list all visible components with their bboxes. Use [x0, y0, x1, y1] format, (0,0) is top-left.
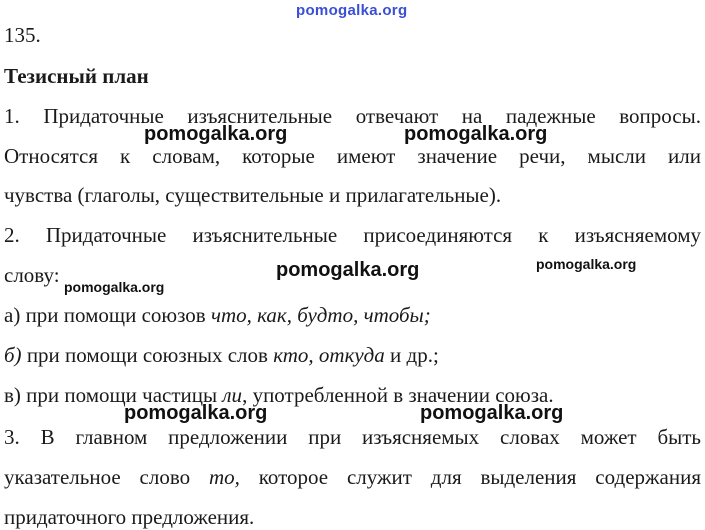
- watermark: pomogalka.org: [536, 256, 637, 272]
- list-item-b-suffix: и др.;: [384, 343, 439, 367]
- paragraph-3-line-2-word: то,: [208, 465, 240, 489]
- watermark: pomogalka.org: [420, 402, 564, 424]
- watermark: pomogalka.org: [64, 279, 165, 295]
- list-item-a-text: а) при помощи союзов: [4, 303, 211, 327]
- list-item-v-particle: ли: [222, 383, 243, 407]
- list-item-b: [4, 342, 701, 368]
- paragraph-2-line-1: 2. Придаточные изъяснительные присоединяются к изъясняемому: [4, 223, 701, 247]
- list-item-a-conjunctions: что, как, будто, чтобы;: [210, 303, 431, 327]
- paragraph-1-line-2: Относятся к словам, которые имеют значение речи, мысли или: [4, 144, 701, 168]
- paragraph-1-line-1: 1. Придаточные изъяснительные отвечают на падежные вопросы.: [4, 104, 701, 128]
- page-title: Тезисный план: [4, 64, 149, 88]
- paragraph-3-line-2-text: указательное слово: [4, 465, 209, 489]
- header-watermark: pomogalka.org: [296, 2, 408, 19]
- list-item-v: [4, 382, 701, 408]
- paragraph-3-line-3: придаточного предложения.: [4, 505, 255, 529]
- paragraph-3-line-2-suffix: которое служит для выделения содержания: [239, 465, 701, 489]
- list-item-v-text: в) при помощи частицы: [4, 383, 223, 407]
- list-item-a: [4, 302, 701, 328]
- list-item-b-marker: б): [4, 343, 22, 367]
- list-item-v-suffix: , употребленной в значении союза.: [242, 383, 554, 407]
- watermark: pomogalka.org: [144, 123, 288, 145]
- paragraph-1-line-3: чувства (глаголы, существительные и прилагательные).: [4, 183, 502, 207]
- watermark: pomogalka.org: [404, 123, 548, 145]
- paragraph-3-line-2: [4, 464, 701, 490]
- watermark: pomogalka.org: [276, 259, 420, 281]
- paragraph-3-line-1: 3. В главном предложении при изъясняемых словах может быть: [4, 425, 701, 449]
- task-number: 135.: [4, 23, 41, 47]
- paragraph-2-line-2: слову:: [4, 263, 60, 287]
- list-item-b-words: кто, откуда: [273, 343, 385, 367]
- watermark: pomogalka.org: [124, 402, 268, 424]
- list-item-b-text: при помощи союзных слов: [21, 343, 274, 367]
